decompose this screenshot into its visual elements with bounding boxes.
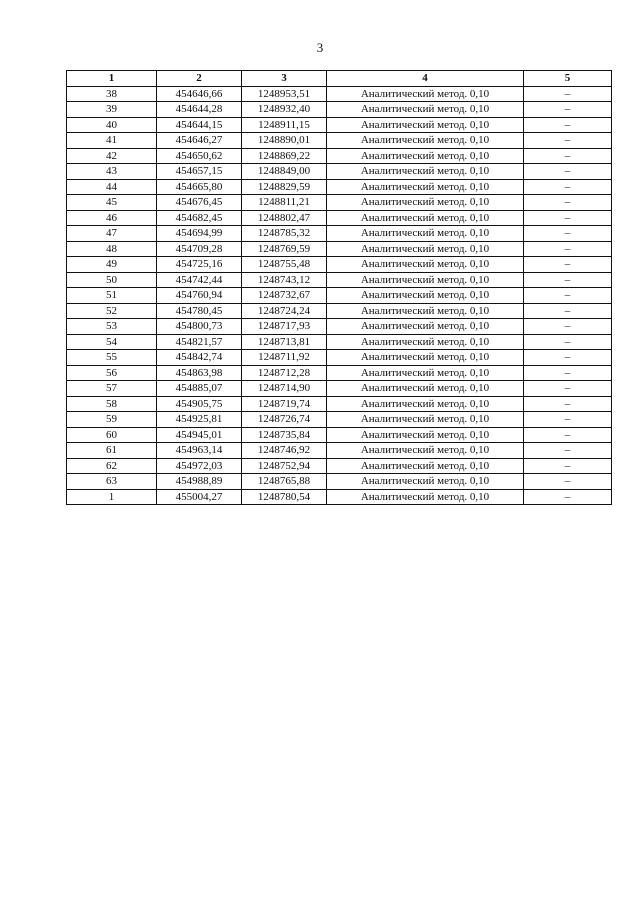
table-row [67,350,612,366]
y-coordinate-cell: 1248732,67 [242,288,327,304]
y-coordinate-cell: 1248811,21 [242,195,327,211]
table-row [67,303,612,319]
x-coordinate-cell: 454709,28 [157,241,242,257]
table-row [67,210,612,226]
method-cell: Аналитический метод. 0,10 [327,133,524,149]
y-coordinate-cell: 1248755,48 [242,257,327,273]
point-number-cell: 38 [67,86,157,102]
method-cell: Аналитический метод. 0,10 [327,474,524,490]
note-cell: – [524,443,612,459]
x-coordinate-cell: 454644,15 [157,117,242,133]
method-cell: Аналитический метод. 0,10 [327,443,524,459]
method-cell: Аналитический метод. 0,10 [327,148,524,164]
header-col-3: 3 [242,71,327,87]
x-coordinate-cell: 454725,16 [157,257,242,273]
y-coordinate-cell: 1248712,28 [242,365,327,381]
note-cell: – [524,164,612,180]
note-cell: – [524,133,612,149]
point-number-cell: 46 [67,210,157,226]
note-cell: – [524,427,612,443]
note-cell: – [524,272,612,288]
point-number-cell: 39 [67,102,157,118]
table-row [67,117,612,133]
method-cell: Аналитический метод. 0,10 [327,226,524,242]
note-cell: – [524,86,612,102]
note-cell: – [524,148,612,164]
point-number-cell: 50 [67,272,157,288]
note-cell: – [524,195,612,211]
y-coordinate-cell: 1248911,15 [242,117,327,133]
point-number-cell: 48 [67,241,157,257]
note-cell: – [524,474,612,490]
header-col-2: 2 [157,71,242,87]
page-number: 3 [316,40,324,55]
x-coordinate-cell: 454800,73 [157,319,242,335]
y-coordinate-cell: 1248829,59 [242,179,327,195]
method-cell: Аналитический метод. 0,10 [327,412,524,428]
method-cell: Аналитический метод. 0,10 [327,210,524,226]
x-coordinate-cell: 454646,27 [157,133,242,149]
coordinates-table [66,70,612,505]
y-coordinate-cell: 1248724,24 [242,303,327,319]
note-cell: – [524,303,612,319]
x-coordinate-cell: 454842,74 [157,350,242,366]
method-cell: Аналитический метод. 0,10 [327,117,524,133]
point-number-cell: 59 [67,412,157,428]
x-coordinate-cell: 454646,66 [157,86,242,102]
point-number-cell: 55 [67,350,157,366]
point-number-cell: 51 [67,288,157,304]
y-coordinate-cell: 1248769,59 [242,241,327,257]
x-coordinate-cell: 454694,99 [157,226,242,242]
note-cell: – [524,226,612,242]
point-number-cell: 47 [67,226,157,242]
x-coordinate-cell: 454905,75 [157,396,242,412]
method-cell: Аналитический метод. 0,10 [327,102,524,118]
note-cell: – [524,334,612,350]
x-coordinate-cell: 454945,01 [157,427,242,443]
point-number-cell: 42 [67,148,157,164]
y-coordinate-cell: 1248719,74 [242,396,327,412]
x-coordinate-cell: 454676,45 [157,195,242,211]
table-row [67,427,612,443]
point-number-cell: 62 [67,458,157,474]
table-row [67,148,612,164]
method-cell: Аналитический метод. 0,10 [327,396,524,412]
y-coordinate-cell: 1248849,00 [242,164,327,180]
point-number-cell: 1 [67,489,157,505]
table-row [67,443,612,459]
y-coordinate-cell: 1248746,92 [242,443,327,459]
point-number-cell: 45 [67,195,157,211]
table-row [67,272,612,288]
table-row [67,226,612,242]
y-coordinate-cell: 1248714,90 [242,381,327,397]
point-number-cell: 56 [67,365,157,381]
note-cell: – [524,257,612,273]
note-cell: – [524,381,612,397]
header-col-1: 1 [67,71,157,87]
point-number-cell: 49 [67,257,157,273]
y-coordinate-cell: 1248711,92 [242,350,327,366]
y-coordinate-cell: 1248743,12 [242,272,327,288]
header-col-5: 5 [524,71,612,87]
table-row [67,257,612,273]
method-cell: Аналитический метод. 0,10 [327,381,524,397]
x-coordinate-cell: 454988,89 [157,474,242,490]
method-cell: Аналитический метод. 0,10 [327,272,524,288]
point-number-cell: 61 [67,443,157,459]
method-cell: Аналитический метод. 0,10 [327,86,524,102]
x-coordinate-cell: 454650,62 [157,148,242,164]
table-row [67,489,612,505]
y-coordinate-cell: 1248785,32 [242,226,327,242]
x-coordinate-cell: 454665,80 [157,179,242,195]
note-cell: – [524,241,612,257]
method-cell: Аналитический метод. 0,10 [327,319,524,335]
point-number-cell: 53 [67,319,157,335]
table-row [67,334,612,350]
x-coordinate-cell: 454972,03 [157,458,242,474]
x-coordinate-cell: 454963,14 [157,443,242,459]
method-cell: Аналитический метод. 0,10 [327,288,524,304]
method-cell: Аналитический метод. 0,10 [327,427,524,443]
method-cell: Аналитический метод. 0,10 [327,489,524,505]
table-row [67,288,612,304]
table-row [67,365,612,381]
x-coordinate-cell: 454644,28 [157,102,242,118]
note-cell: – [524,365,612,381]
x-coordinate-cell: 454657,15 [157,164,242,180]
point-number-cell: 57 [67,381,157,397]
y-coordinate-cell: 1248735,84 [242,427,327,443]
note-cell: – [524,412,612,428]
method-cell: Аналитический метод. 0,10 [327,303,524,319]
method-cell: Аналитический метод. 0,10 [327,164,524,180]
x-coordinate-cell: 454780,45 [157,303,242,319]
point-number-cell: 44 [67,179,157,195]
point-number-cell: 43 [67,164,157,180]
table-row [67,164,612,180]
y-coordinate-cell: 1248932,40 [242,102,327,118]
note-cell: – [524,319,612,335]
y-coordinate-cell: 1248765,88 [242,474,327,490]
y-coordinate-cell: 1248802,47 [242,210,327,226]
note-cell: – [524,458,612,474]
y-coordinate-cell: 1248752,94 [242,458,327,474]
method-cell: Аналитический метод. 0,10 [327,195,524,211]
table-row [67,474,612,490]
table-row [67,195,612,211]
point-number-cell: 54 [67,334,157,350]
table-body [67,86,612,505]
x-coordinate-cell: 454682,45 [157,210,242,226]
method-cell: Аналитический метод. 0,10 [327,365,524,381]
x-coordinate-cell: 454760,94 [157,288,242,304]
y-coordinate-cell: 1248953,51 [242,86,327,102]
table-row [67,412,612,428]
method-cell: Аналитический метод. 0,10 [327,350,524,366]
note-cell: – [524,179,612,195]
note-cell: – [524,288,612,304]
table-row [67,381,612,397]
x-coordinate-cell: 454742,44 [157,272,242,288]
y-coordinate-cell: 1248713,81 [242,334,327,350]
table-row [67,86,612,102]
note-cell: – [524,102,612,118]
x-coordinate-cell: 454863,98 [157,365,242,381]
note-cell: – [524,210,612,226]
note-cell: – [524,489,612,505]
method-cell: Аналитический метод. 0,10 [327,334,524,350]
table-row [67,179,612,195]
table-row [67,133,612,149]
x-coordinate-cell: 455004,27 [157,489,242,505]
point-number-cell: 41 [67,133,157,149]
table-row [67,241,612,257]
y-coordinate-cell: 1248717,93 [242,319,327,335]
point-number-cell: 40 [67,117,157,133]
table-row [67,102,612,118]
method-cell: Аналитический метод. 0,10 [327,179,524,195]
method-cell: Аналитический метод. 0,10 [327,257,524,273]
note-cell: – [524,396,612,412]
table-header-row [67,71,612,87]
table-row [67,458,612,474]
x-coordinate-cell: 454925,81 [157,412,242,428]
y-coordinate-cell: 1248890,01 [242,133,327,149]
point-number-cell: 63 [67,474,157,490]
point-number-cell: 52 [67,303,157,319]
note-cell: – [524,350,612,366]
point-number-cell: 58 [67,396,157,412]
method-cell: Аналитический метод. 0,10 [327,241,524,257]
header-col-4: 4 [327,71,524,87]
method-cell: Аналитический метод. 0,10 [327,458,524,474]
x-coordinate-cell: 454885,07 [157,381,242,397]
note-cell: – [524,117,612,133]
y-coordinate-cell: 1248726,74 [242,412,327,428]
point-number-cell: 60 [67,427,157,443]
y-coordinate-cell: 1248780,54 [242,489,327,505]
table-row [67,319,612,335]
y-coordinate-cell: 1248869,22 [242,148,327,164]
table-row [67,396,612,412]
x-coordinate-cell: 454821,57 [157,334,242,350]
